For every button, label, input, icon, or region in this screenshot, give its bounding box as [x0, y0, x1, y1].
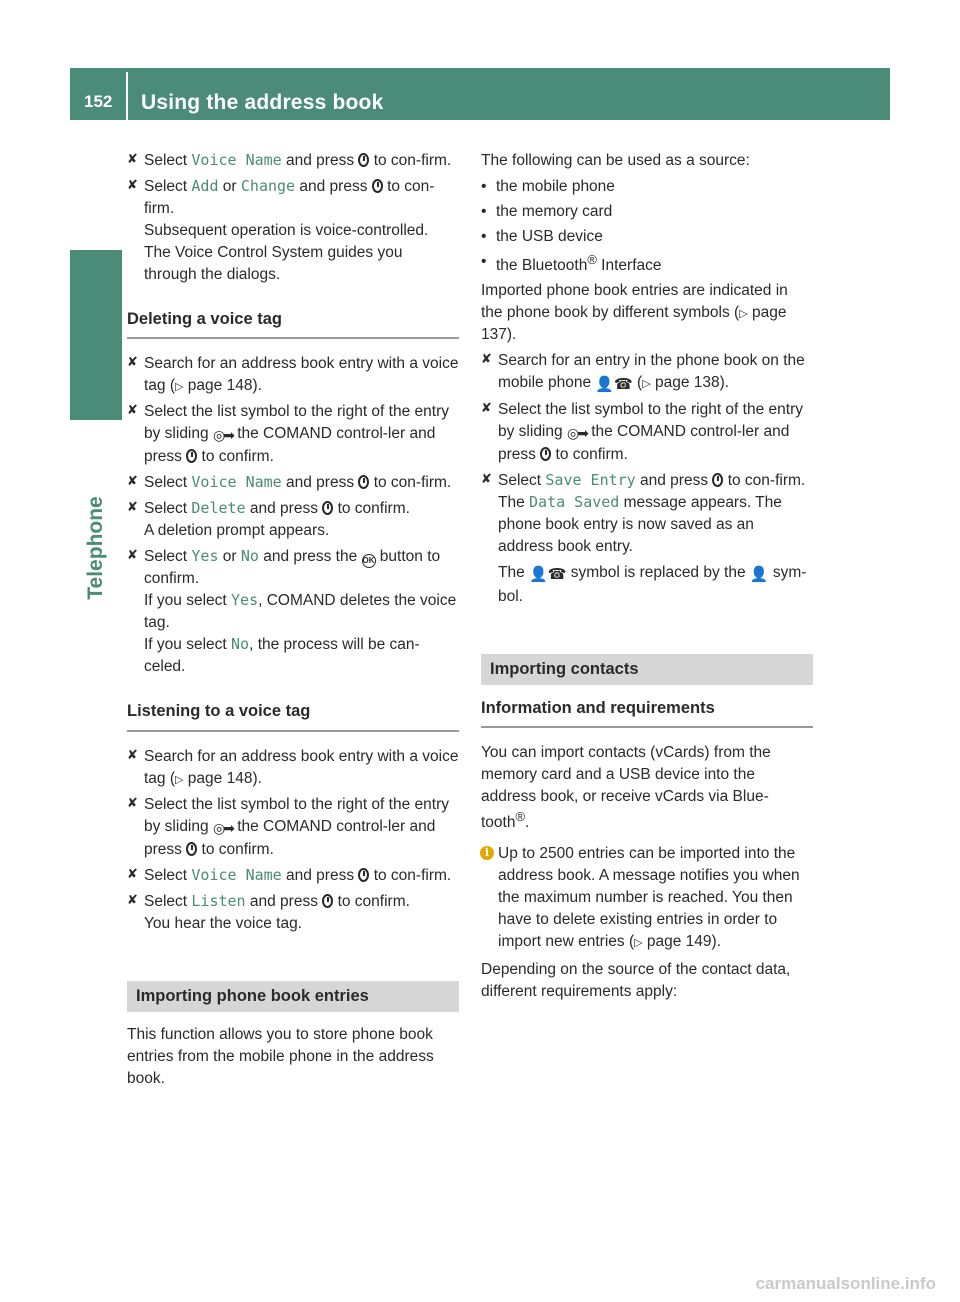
step-result: The Data Saved message appears. The phone book entry is now saved as an address book entry. — [498, 493, 782, 556]
bullet-icon: • — [481, 203, 487, 220]
step-arrow-icon: ✘ — [127, 473, 138, 489]
instruction-step: ✘ Select Delete and press to confirm. A deletion prompt appears. — [127, 498, 459, 542]
step-result: A deletion prompt appears. — [144, 522, 330, 540]
instruction-step: ✘ Select Yes or No and press the OK button to confirm. If you select Yes, COMAND deletes the voice tag. If you select No, the process will be can-celed. — [127, 546, 459, 678]
press-controller-icon — [358, 475, 369, 489]
page-number: 152 — [84, 92, 113, 111]
step-arrow-icon: ✘ — [127, 865, 138, 881]
right-column — [481, 150, 813, 1007]
header-divider — [126, 72, 128, 120]
step-result: Subsequent operation is voice-controlled. The Voice Control System guides you through the dialogs. — [144, 222, 429, 283]
step-arrow-icon: ✘ — [127, 794, 138, 810]
list-item: • the Bluetooth® Interface — [481, 252, 662, 275]
bullet-icon: • — [481, 253, 487, 270]
watermark: carmanualsonline.info — [755, 1273, 936, 1293]
paragraph: You can import contacts (vCards) from the memory card and a USB device into the address book, or receive vCards via Blue-tooth®. — [481, 744, 771, 832]
instruction-step: ✘ Select Voice Name and press to con-firm. — [127, 151, 452, 169]
step-arrow-icon: ✘ — [481, 471, 492, 487]
press-controller-icon — [186, 842, 197, 856]
step-result: If you select No, the process will be can-celed. — [144, 635, 420, 676]
paragraph: The following can be used as a source: — [481, 152, 750, 169]
ui-option-no: No — [240, 547, 259, 566]
step-result: If you select Yes, COMAND deletes the voice tag. — [144, 591, 457, 632]
person-with-phone-icon: 👤☎ — [595, 376, 633, 394]
person-with-phone-icon: 👤☎ — [529, 566, 567, 584]
press-controller-icon — [322, 501, 333, 515]
paragraph: Depending on the source of the contact data, different requirements apply: — [481, 960, 791, 1000]
press-controller-icon — [186, 449, 197, 463]
step-arrow-icon: ✘ — [127, 547, 138, 563]
ui-option-voice-name: Voice Name — [191, 151, 282, 169]
instruction-step: ✘ Select Add or Change and press to con-firm. Subsequent operation is voice-controlled. The Voice Control System guides you through the dialogs. — [127, 176, 459, 286]
ui-option-yes: Yes — [231, 591, 259, 610]
slide-right-icon: ◎➡ — [566, 425, 587, 442]
ui-option-listen: Listen — [191, 891, 246, 910]
page-reference-icon: ▷ — [642, 378, 651, 391]
step-arrow-icon: ✘ — [127, 177, 138, 192]
ui-option-yes: Yes — [191, 547, 219, 566]
page-reference-icon: ▷ — [175, 381, 184, 394]
ok-button-icon: OK — [362, 554, 376, 568]
instruction-step: ✘ Select the list symbol to the right of the entry by sliding ◎➡ the COMAND control-ler and press to confirm. — [127, 402, 449, 466]
page-reference-icon: ▷ — [175, 773, 184, 786]
step-result: The 👤☎ symbol is replaced by the 👤 sym-bol. — [498, 564, 807, 605]
instruction-step: ✘ Select the list symbol to the right of the entry by sliding ◎➡ the COMAND control-ler and press to confirm. — [127, 794, 449, 858]
slide-right-icon: ◎➡ — [212, 427, 233, 444]
instruction-step: ✘ Select Voice Name and press to con-firm. — [127, 865, 452, 884]
instruction-step: ✘ Search for an address book entry with a voice tag (▷ page 148). — [127, 354, 459, 395]
step-arrow-icon: ✘ — [481, 400, 492, 416]
subheading-listening-voice-tag: Listening to a voice tag — [127, 700, 459, 731]
section-label: Telephone — [84, 496, 108, 600]
page-reference-icon: ▷ — [739, 308, 748, 321]
instruction-step: ✘ Select Listen and press to confirm. You hear the voice tag. — [127, 891, 459, 935]
step-arrow-icon: ✘ — [127, 402, 138, 418]
page-title: Using the address book — [141, 91, 384, 114]
ui-message-data-saved: Data Saved — [529, 493, 620, 512]
section-heading-importing-phone-book: Importing phone book entries — [127, 981, 459, 1012]
step-arrow-icon: ✘ — [127, 151, 138, 166]
left-column — [127, 150, 459, 1094]
instruction-step: ✘ Select Save Entry and press to con-firm. The Data Saved message appears. The phone book entry is now saved as an address book entry. The 👤☎ symbol is replaced by the 👤 sym-bol. — [481, 470, 813, 607]
press-controller-icon — [540, 447, 551, 461]
list-item: • the memory card — [481, 201, 813, 223]
section-heading-importing-contacts: Importing contacts — [481, 654, 813, 685]
ui-option-add: Add — [191, 177, 219, 195]
bullet-icon: • — [481, 178, 487, 195]
instruction-step: ✘ Select the list symbol to the right of the entry by sliding ◎➡ the COMAND control-ler and press to confirm. — [481, 400, 803, 464]
info-note: i Up to 2500 entries can be imported into the address book. A message notifies you when the maximum number is reached. You then have to delete existing entries in order to import new entries (▷ page 149). — [481, 843, 813, 953]
subheading-deleting-voice-tag: Deleting a voice tag — [127, 308, 459, 339]
ui-option-no: No — [231, 635, 250, 654]
instruction-step: ✘ Search for an address book entry with a voice tag (▷ page 148). — [127, 746, 459, 787]
press-controller-icon — [372, 179, 383, 193]
ui-option-save-entry: Save Entry — [545, 471, 636, 490]
press-controller-icon — [322, 894, 333, 908]
step-result: You hear the voice tag. — [144, 914, 302, 932]
ui-option-voice-name: Voice Name — [191, 865, 282, 884]
instruction-step: ✘ Select Voice Name and press to con-firm. — [127, 473, 452, 492]
section-tab — [70, 250, 122, 420]
ui-option-delete: Delete — [191, 499, 246, 518]
instruction-step: ✘ Search for an entry in the phone book on the mobile phone 👤☎ (▷ page 138). — [481, 350, 813, 395]
info-icon: i — [480, 846, 494, 860]
press-controller-icon — [358, 868, 369, 882]
press-controller-icon — [712, 473, 723, 487]
page-reference-icon: ▷ — [634, 936, 643, 949]
press-controller-icon — [358, 153, 369, 167]
step-arrow-icon: ✘ — [127, 891, 138, 907]
step-arrow-icon: ✘ — [127, 499, 138, 515]
step-arrow-icon: ✘ — [127, 746, 138, 762]
subheading-information-requirements: Information and requirements — [481, 697, 813, 728]
ui-option-voice-name: Voice Name — [191, 473, 282, 492]
list-item: • the mobile phone — [481, 176, 813, 198]
bullet-icon: • — [481, 228, 487, 245]
list-item: • the USB device — [481, 226, 813, 248]
step-arrow-icon: ✘ — [481, 351, 492, 367]
slide-right-icon: ◎➡ — [212, 819, 233, 836]
paragraph: Imported phone book entries are indicated in the phone book by different symbols (▷ page 137). — [481, 282, 788, 344]
paragraph: This function allows you to store phone book entries from the mobile phone in the address book. — [127, 1026, 434, 1088]
step-arrow-icon: ✘ — [127, 354, 138, 370]
person-icon: 👤 — [749, 566, 769, 584]
ui-option-change: Change — [240, 177, 296, 195]
